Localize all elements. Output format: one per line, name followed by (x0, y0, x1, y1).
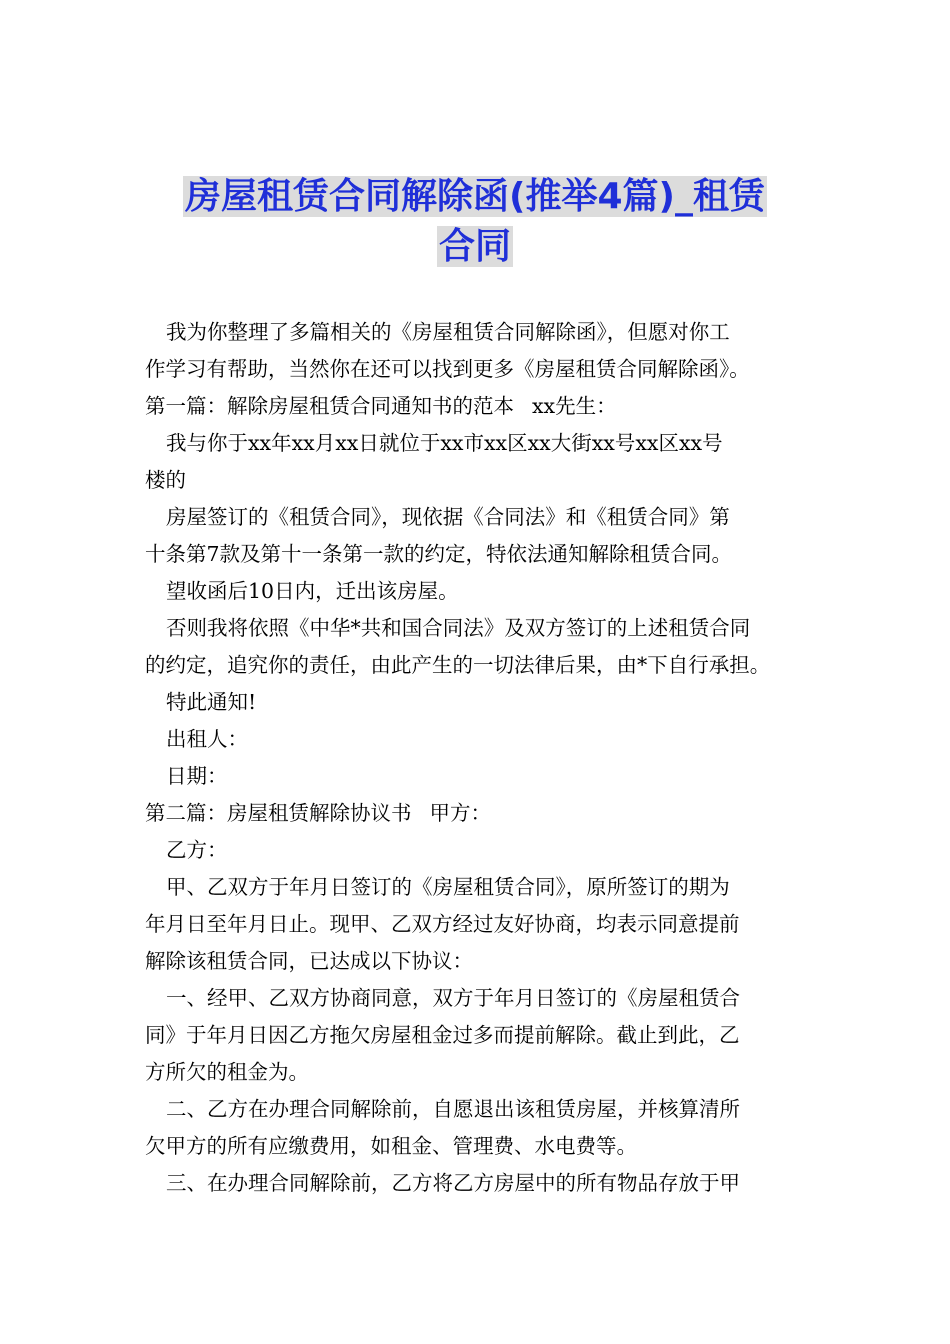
paragraph-line: 二、乙方在办理合同解除前，自愿退出该租赁房屋，并核算清所 (166, 1097, 740, 1121)
paragraph-text: 甲方： (429, 801, 491, 825)
document-title (145, 172, 805, 272)
paragraph-line: 年月日至年月日止。现甲、乙双方经过友好协商，均表示同意提前 (145, 912, 740, 936)
section-heading-line (145, 388, 817, 425)
paragraph-line: 的约定，追究你的责任，由此产生的一切法律后果，由*下自行承担。 (145, 653, 771, 677)
paragraph-line: 否则我将依照《中华*共和国合同法》及双方签订的上述租赁合同 (166, 616, 751, 640)
paragraph-line: 方所欠的租金为。 (145, 1060, 309, 1084)
paragraph-line: 房屋签订的《租赁合同》，现依据《合同法》和《租赁合同》第 (166, 505, 730, 529)
paragraph-line: 作学习有帮助，当然你在还可以找到更多《房屋租赁合同解除函》。 (145, 357, 750, 381)
section-heading: 第二篇：房屋租赁解除协议书 (145, 801, 412, 825)
paragraph-line: 同》于年月日因乙方拖欠房屋租金过多而提前解除。截止到此，乙 (145, 1023, 740, 1047)
title-line-2: 合同 (438, 226, 511, 267)
paragraph-text: xx先生： (532, 394, 617, 418)
paragraph-line: 出租人： (166, 727, 248, 751)
paragraph-line: 我与你于xx年xx月xx日就位于xx市xx区xx大街xx号xx区xx号 (166, 431, 723, 455)
paragraph-line: 十条第7款及第十一条第一款的约定，特依法通知解除租赁合同。 (145, 542, 733, 566)
paragraph-line: 欠甲方的所有应缴费用，如租金、管理费、水电费等。 (145, 1134, 637, 1158)
title-line-1: 房屋租赁合同解除函(推举4篇)_租赁 (185, 176, 765, 217)
paragraph-line: 特此通知! (166, 690, 257, 714)
paragraph-line: 三、在办理合同解除前，乙方将乙方房屋中的所有物品存放于甲 (166, 1171, 740, 1195)
document-body (145, 314, 817, 1202)
section-heading: 第一篇：解除房屋租赁合同通知书的范本 (145, 394, 514, 418)
paragraph-line: 楼的 (145, 468, 186, 492)
paragraph-line: 我为你整理了多篇相关的《房屋租赁合同解除函》，但愿对你工 (166, 320, 730, 344)
paragraph-line: 日期： (166, 764, 228, 788)
paragraph-line: 甲、乙双方于年月日签订的《房屋租赁合同》，原所签订的期为 (166, 875, 730, 899)
paragraph-line: 一、经甲、乙双方协商同意，双方于年月日签订的《房屋租赁合 (166, 986, 740, 1010)
paragraph-line: 望收函后10日内，迁出该房屋。 (166, 579, 459, 603)
paragraph-line: 解除该租赁合同，已达成以下协议： (145, 949, 473, 973)
section-heading-line (145, 795, 817, 832)
paragraph-line: 乙方： (166, 838, 228, 862)
